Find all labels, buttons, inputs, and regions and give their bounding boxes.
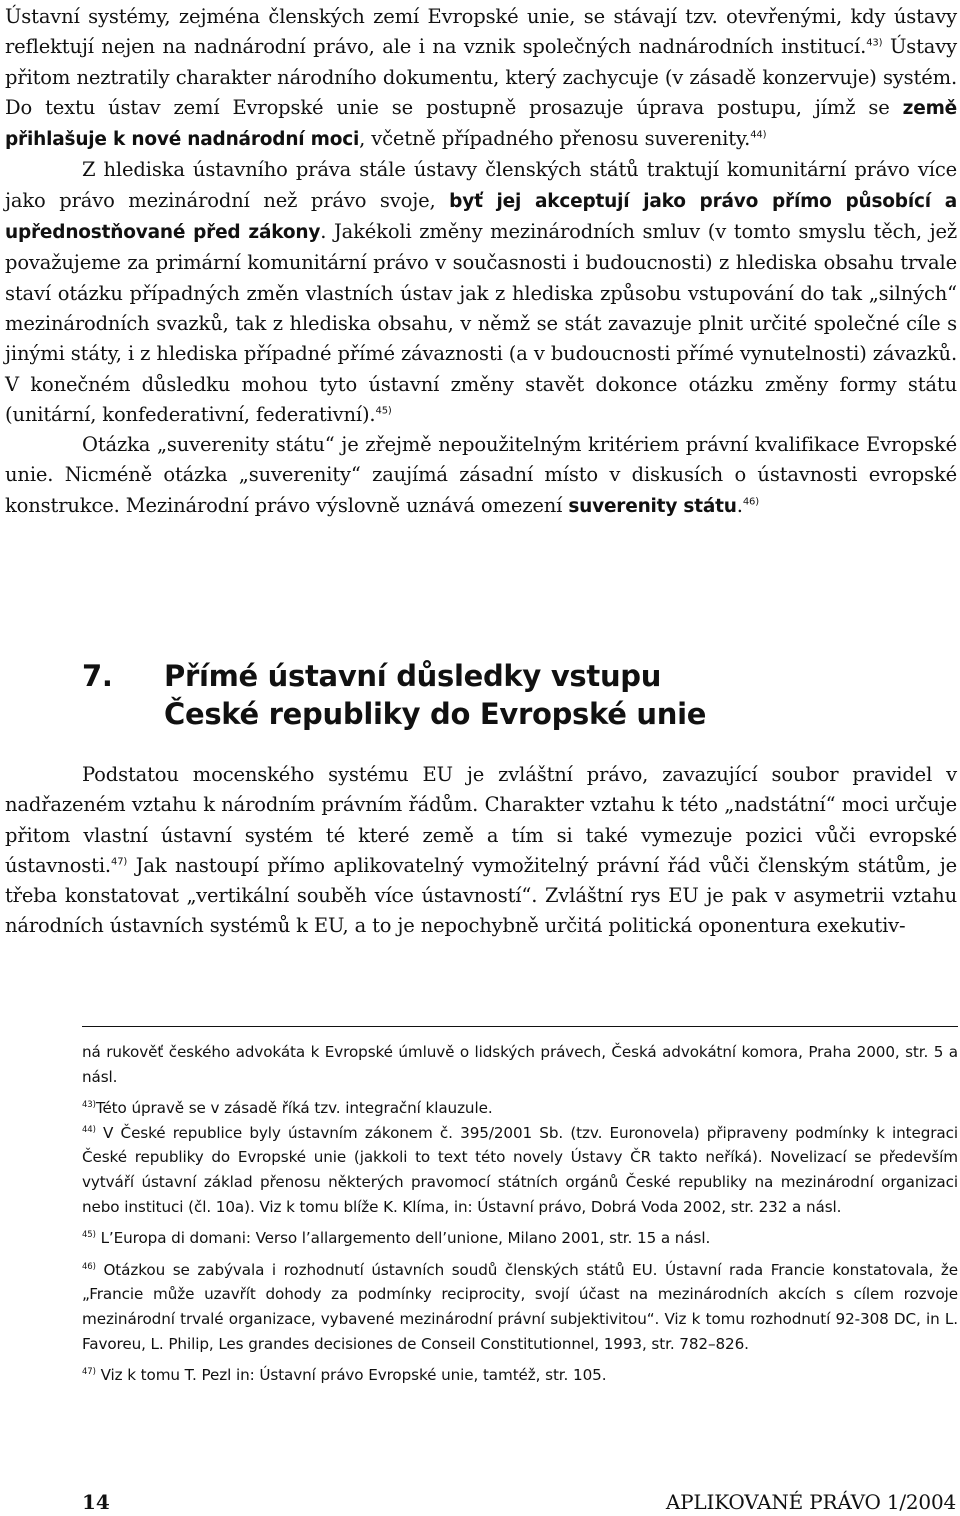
footnote-43	[82, 1096, 958, 1121]
section-title-line-2: České republiky do Evropské unie	[164, 697, 707, 731]
body-text	[5, 2, 957, 522]
footnote-47	[82, 1363, 958, 1388]
paragraph-text: Ústavní systémy, zejména členských zemí Evropské unie, se stávají tzv. otevřenými, kdy ústavy reflektují nejen na nadnárodní právo, ale i na vznik společných nadnárodních institucí.	[5, 5, 957, 59]
footnote-44	[82, 1121, 958, 1219]
emphasis-text: byť jej akceptují jako právo přímo působící a upřednostňované před zákony	[5, 190, 957, 244]
footnote-mark: 47)	[82, 1367, 96, 1378]
footnote-continuation: ná rukověť českého advokáta k Evropské úmluvě o lidských právech, Česká advokátní komora, Praha 2000, str. 5 a násl.	[82, 1043, 958, 1086]
paragraph-1	[5, 2, 957, 155]
footnote-46	[82, 1258, 958, 1356]
paragraph-text: , včetně případného přenosu suverenity.	[359, 127, 751, 151]
journal-name: APLIKOVANÉ PRÁVO 1/2004	[665, 1490, 956, 1514]
section-title	[164, 657, 924, 733]
footnote-mark: 45)	[82, 1230, 96, 1241]
footnote-text: L’Europa di domani: Verso l’allargemento dell’unione, Milano 2001, str. 15 a násl.	[95, 1229, 711, 1248]
emphasis-text: suverenity státu	[568, 495, 737, 517]
section-paragraph-1	[5, 760, 957, 942]
footnote-text: Otázkou se zabývala i rozhodnutí ústavních soudů členských států EU. Ústavní rada Francie konstatovala, že „Francie může uzavřít dohody za podmínky reciprocity, svojí účast na mezinárodních akcích s cílem rozvoje mezinárodní trvalé organizace, vybavené mezinárodní právní subjektivitou“. Viz k tomu rozhodnutí 92-308 DC, in L. Favoreu, L. Philip, Les grandes decisiones de Conseil Constitutionnel, 1993, str. 782–826.	[82, 1260, 958, 1353]
footnote-ref-45[interactable]: 45)	[375, 405, 392, 417]
section-body-text	[5, 760, 957, 942]
paragraph-text: .	[736, 493, 743, 517]
section-title-line-1: Přímé ústavní důsledky vstupu	[164, 659, 662, 693]
page-number: 14	[82, 1490, 110, 1514]
footnote-mark: 46)	[82, 1261, 96, 1272]
footnote-text: V České republice byly ústavním zákonem č. 395/2001 Sb. (tzv. Euronovela) připraveny podmínky k integraci České republiky do Evropské unie (jakkoli to text této novely Ústavy ČR takto neříká). Novelizací se především vytváří ústavní základ přenosu některých pravomocí státních orgánů České republiky na mezinárodní organizaci nebo instituci (čl. 10a). Viz k tomu blíže K. Klíma, in: Ústavní právo, Dobrá Voda 2002, str. 232 a násl.	[82, 1123, 958, 1216]
footnotes	[82, 1040, 958, 1388]
footnote-text: Této úpravě se v zásadě říká tzv. integrační klauzule.	[95, 1099, 493, 1118]
footnote-ref-44[interactable]: 44)	[750, 129, 767, 141]
paragraph-2	[5, 155, 957, 430]
footnote-divider	[82, 1026, 958, 1027]
footnote-text: Viz k tomu T. Pezl in: Ústavní právo Evropské unie, tamtéž, str. 105.	[95, 1366, 607, 1385]
paragraph-text: Podstatou mocenského systému EU je zvláštní právo, zavazující soubor pravidel v nadřazeném vztahu k národním právním řádům. Charakter vztahu k této „nadstátní“ moci určuje přitom vlastní ústavní systém té které země a tím si také vymezuje pozici vůči evropské ústavnosti.	[5, 763, 957, 877]
footnote-ref-46[interactable]: 46)	[742, 496, 760, 508]
paragraph-text: Jak nastoupí přímo aplikovatelný vymožitelný právní řád vůči členským státům, je třeba konstatovat „vertikální souběh více ústavností“. Zvláštní rys EU je pak v asymetrii vztahu národních ústavních systémů k EU, a to je nepochybně určitá politická oponentura exekutiv-	[5, 853, 957, 938]
paragraph-3	[5, 430, 957, 522]
footnote-ref-47[interactable]: 47)	[110, 856, 128, 868]
emphasis-text: země přihlašuje k nové nadnárodní moci	[5, 97, 957, 151]
footnote-mark: 43)	[82, 1100, 96, 1111]
paragraph-text: Ústavy přitom neztratily charakter národního dokumentu, který zachycuje (v zásadě konzervuje) systém. Do textu ústav zemí Evropské unie se postupně prosazuje úprava postupu, jímž se	[5, 35, 957, 119]
footnote-mark: 44)	[82, 1124, 96, 1135]
paragraph-text: . Jakékoli změny mezinárodních smluv (v tomto smyslu těch, jež považujeme za primární komunitární právo v současnosti i budoucnosti) z hlediska obsahu trvale staví otázku případných změn vlastních ústav jak z hlediska způsobu vstupování do tak „silných“ mezinárodních svazků, tak z hlediska obsahu, v němž se stát zavazuje plnit určité společné cíle s jinými státy, i z hlediska případné přímé závaznosti (a v budoucnosti přímé vynutelnosti) závazků. V konečném důsledku mohou tyto ústavní změny stavět dokonce otázku změny formy státu (unitární, konfederativní, federativní).	[5, 220, 957, 426]
footnote-ref-43[interactable]: 43)	[866, 37, 883, 49]
footnote-45	[82, 1226, 958, 1251]
paragraph-text: Otázka „suverenity státu“ je zřejmě nepoužitelným kritériem právní kvalifikace Evropské unie. Nicméně otázka „suverenity“ zaujímá zásadní místo v diskusích o ústavnosti evropské konstrukce. Mezinárodní právo výslovně uznává omezení	[5, 433, 957, 517]
paragraph-text: Z hlediska ústavního práva stále ústavy členských států traktují komunitární právo více jako právo mezinárodní než právo svoje,	[5, 158, 957, 212]
section-number: 7.	[82, 659, 113, 693]
